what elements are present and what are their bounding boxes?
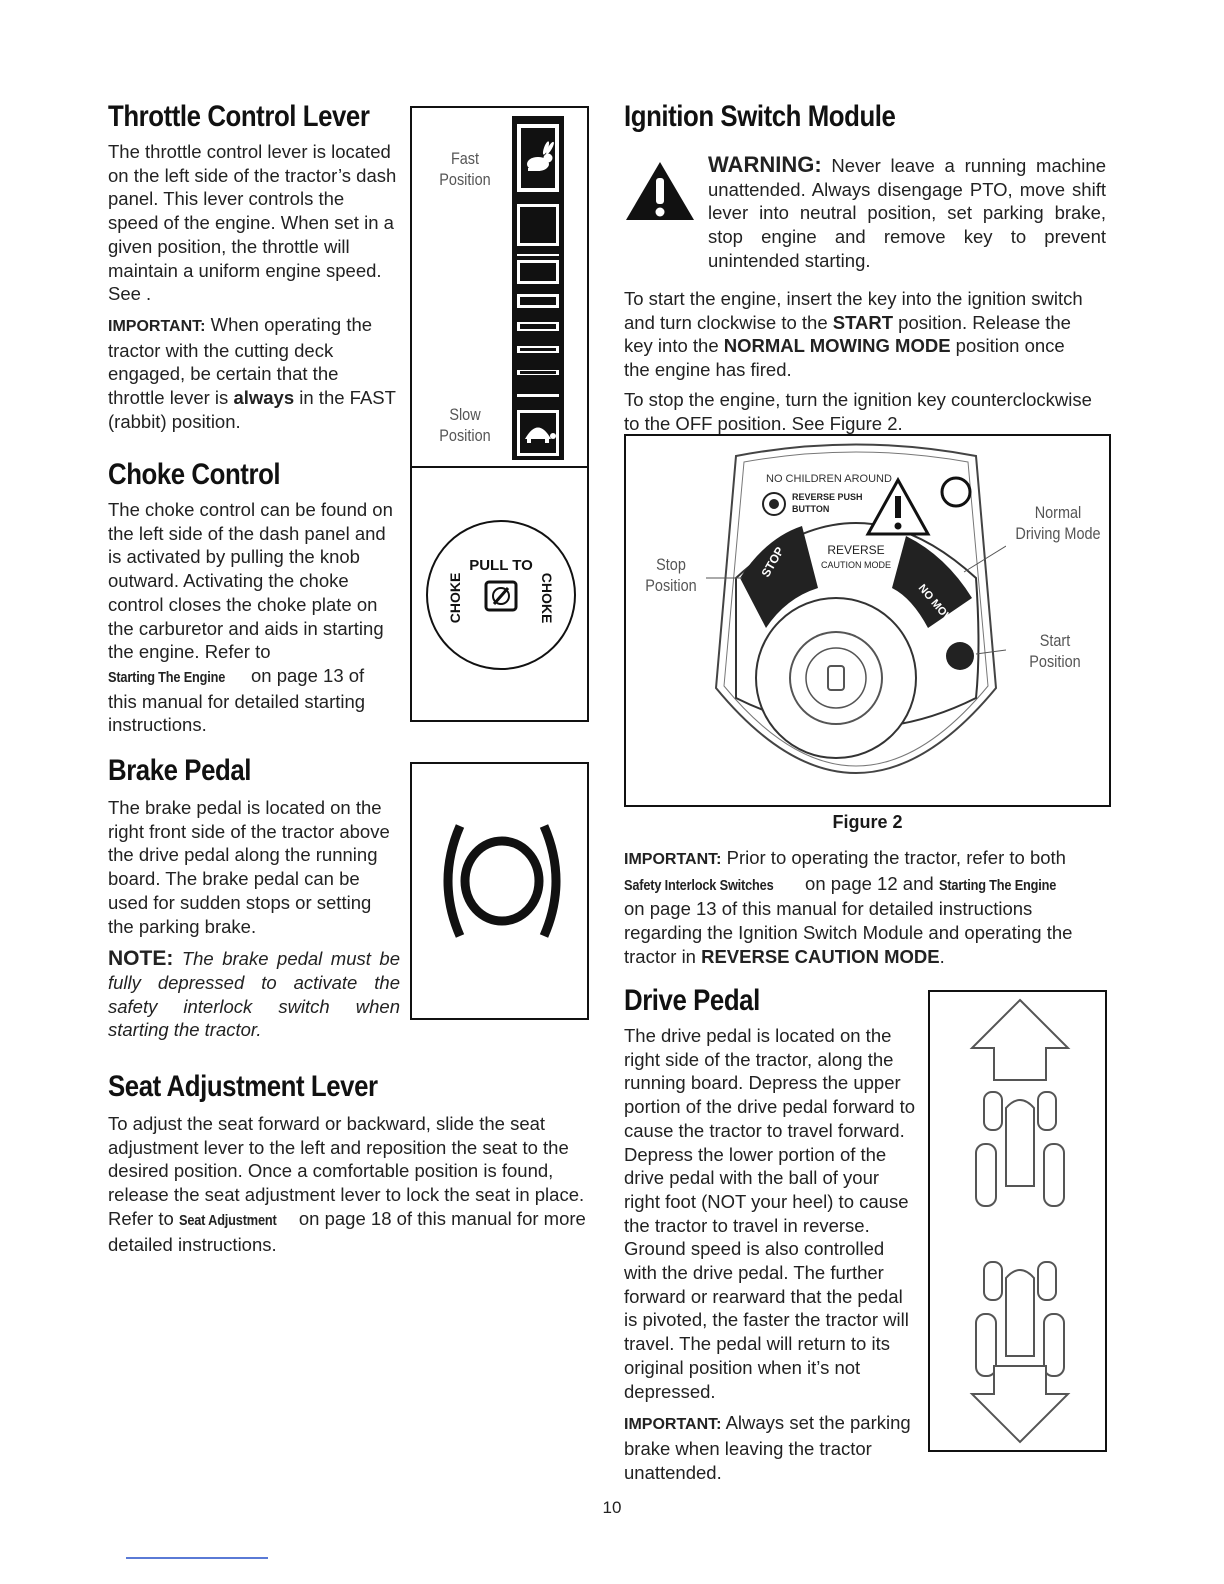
choke-left-label: CHOKE xyxy=(447,572,463,624)
seat-body: To adjust the seat forward or backward, slide the seat adjustment lever to the left and reposition the seat to the desired position. Once a comfortable position is found, release the seat adjustment lever to lock the seat in place. Refer to Seat Adjustment on page 18 of this manual for more detailed instructions. xyxy=(108,1113,586,1255)
brake-note: NOTE: The brake pedal must be fully depressed to activate the safety interlock switch when starting the tractor. xyxy=(108,947,400,1041)
warning-label: WARNING: xyxy=(708,152,822,177)
ignition-module-drawing xyxy=(706,438,1006,803)
ignition-heading: Ignition Switch Module xyxy=(624,100,896,133)
brake-section xyxy=(108,796,400,1042)
start-engine-text: To start the engine, insert the key into the ignition switch and turn clockwise to the START position. Release the key into the NORMAL MOWING MODE position once the engine has fired. xyxy=(624,288,1083,381)
reverse-push-label: REVERSE PUSH xyxy=(792,492,863,502)
choke-heading: Choke Control xyxy=(108,458,281,491)
fast-position-label: Fast Position xyxy=(439,149,491,189)
svg-text:STOP: STOP xyxy=(758,544,787,580)
starting-engine-ref: Starting The Engine xyxy=(108,668,226,686)
ignition-important: IMPORTANT: Prior to operating the tractor, refer to both Safety Interlock Switches on page 12 and Starting The Engine on page 13 of this manual for detailed instructions regarding the Ignition Switch Module and operating the tractor in REVERSE CAUTION MODE. xyxy=(624,847,1073,967)
brake-heading: Brake Pedal xyxy=(108,754,252,787)
choke-pull-to-label: PULL TO xyxy=(469,557,533,574)
seat-section xyxy=(108,1112,593,1256)
safety-interlock-ref: Safety Interlock Switches xyxy=(624,876,774,894)
ignition-key-slot xyxy=(756,598,916,758)
seat-heading: Seat Adjustment Lever xyxy=(108,1070,378,1103)
slow-position-label: Slow Position xyxy=(439,405,491,445)
drive-pedal-drawing xyxy=(950,996,1090,1446)
starting-engine-ref-2: Starting The Engine xyxy=(938,876,1056,894)
throttle-scale xyxy=(508,114,568,464)
drive-important: IMPORTANT: Always set the parking brake when leaving the tractor unattended. xyxy=(624,1412,911,1483)
warning-icon xyxy=(624,160,696,222)
drive-section xyxy=(624,1024,916,1484)
start-position-label: Start Position xyxy=(1029,631,1081,671)
brake-figure xyxy=(410,762,589,1020)
tractor-top-icon-2 xyxy=(1006,1270,1034,1356)
choke-dial xyxy=(424,518,579,673)
drive-heading: Drive Pedal xyxy=(624,984,760,1017)
seat-adjustment-ref: Seat Adjustment xyxy=(178,1211,277,1229)
no-children-label: NO CHILDREN AROUND xyxy=(766,473,892,485)
warning-text: WARNING: Never leave a running machine unattended. Always disengage PTO, move shift lever into neutral position, set parking brake, stop engine and remove key to prevent unintended starting. xyxy=(708,152,1106,271)
stop-engine-text: To stop the engine, turn the ignition key counterclockwise to the OFF position. See Figure 2. xyxy=(624,388,1092,434)
caution-mode-label: CAUTION MODE xyxy=(820,560,892,570)
ignition-instructions xyxy=(624,287,1094,435)
stop-position-label: Stop Position xyxy=(645,555,697,595)
ignition-figure xyxy=(624,434,1111,807)
drive-body: The drive pedal is located on the right side of the tractor, along the running board. Depress the upper portion of the drive pedal forward to cause the tractor to travel forward. Depress the lower portion of the drive pedal with the ball of your right foot (NOT your heel) to cause the tractor to travel in reverse. Ground speed is also controlled with the drive pedal. The further forward or rearward that the pedal is pivoted, the faster the tractor will travel. The pedal will return to its original position when it’s not depressed. xyxy=(624,1025,916,1402)
reverse-label: REVERSE xyxy=(827,543,885,557)
forward-arrow-icon xyxy=(972,1000,1068,1080)
drive-figure xyxy=(928,990,1107,1452)
tractor-top-icon xyxy=(1006,1100,1034,1186)
throttle-body: The throttle control lever is located on the left side of the tractor’s dash panel. This lever controls the speed of the engine. When set in a given position, the throttle will maintain a uniform engine speed. See . xyxy=(108,141,397,305)
choke-right-label: CHOKE xyxy=(539,572,555,624)
button-label: BUTTON xyxy=(792,504,830,514)
throttle-heading: Throttle Control Lever xyxy=(108,100,370,133)
brake-icon xyxy=(432,816,572,946)
figure-caption: Figure 2 xyxy=(832,812,903,832)
start-icon xyxy=(946,642,974,670)
normal-driving-mode-label: Normal Driving Mode xyxy=(1015,503,1101,543)
note-label: NOTE: xyxy=(108,947,174,971)
throttle-section xyxy=(108,140,398,433)
important-label: IMPORTANT: xyxy=(108,317,206,335)
throttle-figure xyxy=(410,106,589,468)
page-number: 10 xyxy=(602,1498,622,1517)
choke-section xyxy=(108,498,398,737)
svg-text:NO MOWING: NO MOWING xyxy=(915,582,969,642)
throttle-important: IMPORTANT: When operating the tractor with the cutting deck engaged, be certain that the throttle lever is always in the FAST (rabbit) position. xyxy=(108,313,396,432)
reverse-arrow-icon xyxy=(972,1366,1068,1442)
choke-figure xyxy=(410,466,589,722)
choke-body: The choke control can be found on the left side of the dash panel and is activated by pulling the knob outward. Activating the choke control closes the choke plate on the carburetor and aids in starting the engine. Refer to Starting The Engine on page 13 of this manual for detailed starting instructions. xyxy=(108,499,393,736)
brake-body: The brake pedal is located on the right front side of the tractor above the drive pedal along the running board. The brake pedal can be used for sudden stops or setting the parking brake. xyxy=(108,797,390,937)
footer-rule xyxy=(126,1557,268,1559)
